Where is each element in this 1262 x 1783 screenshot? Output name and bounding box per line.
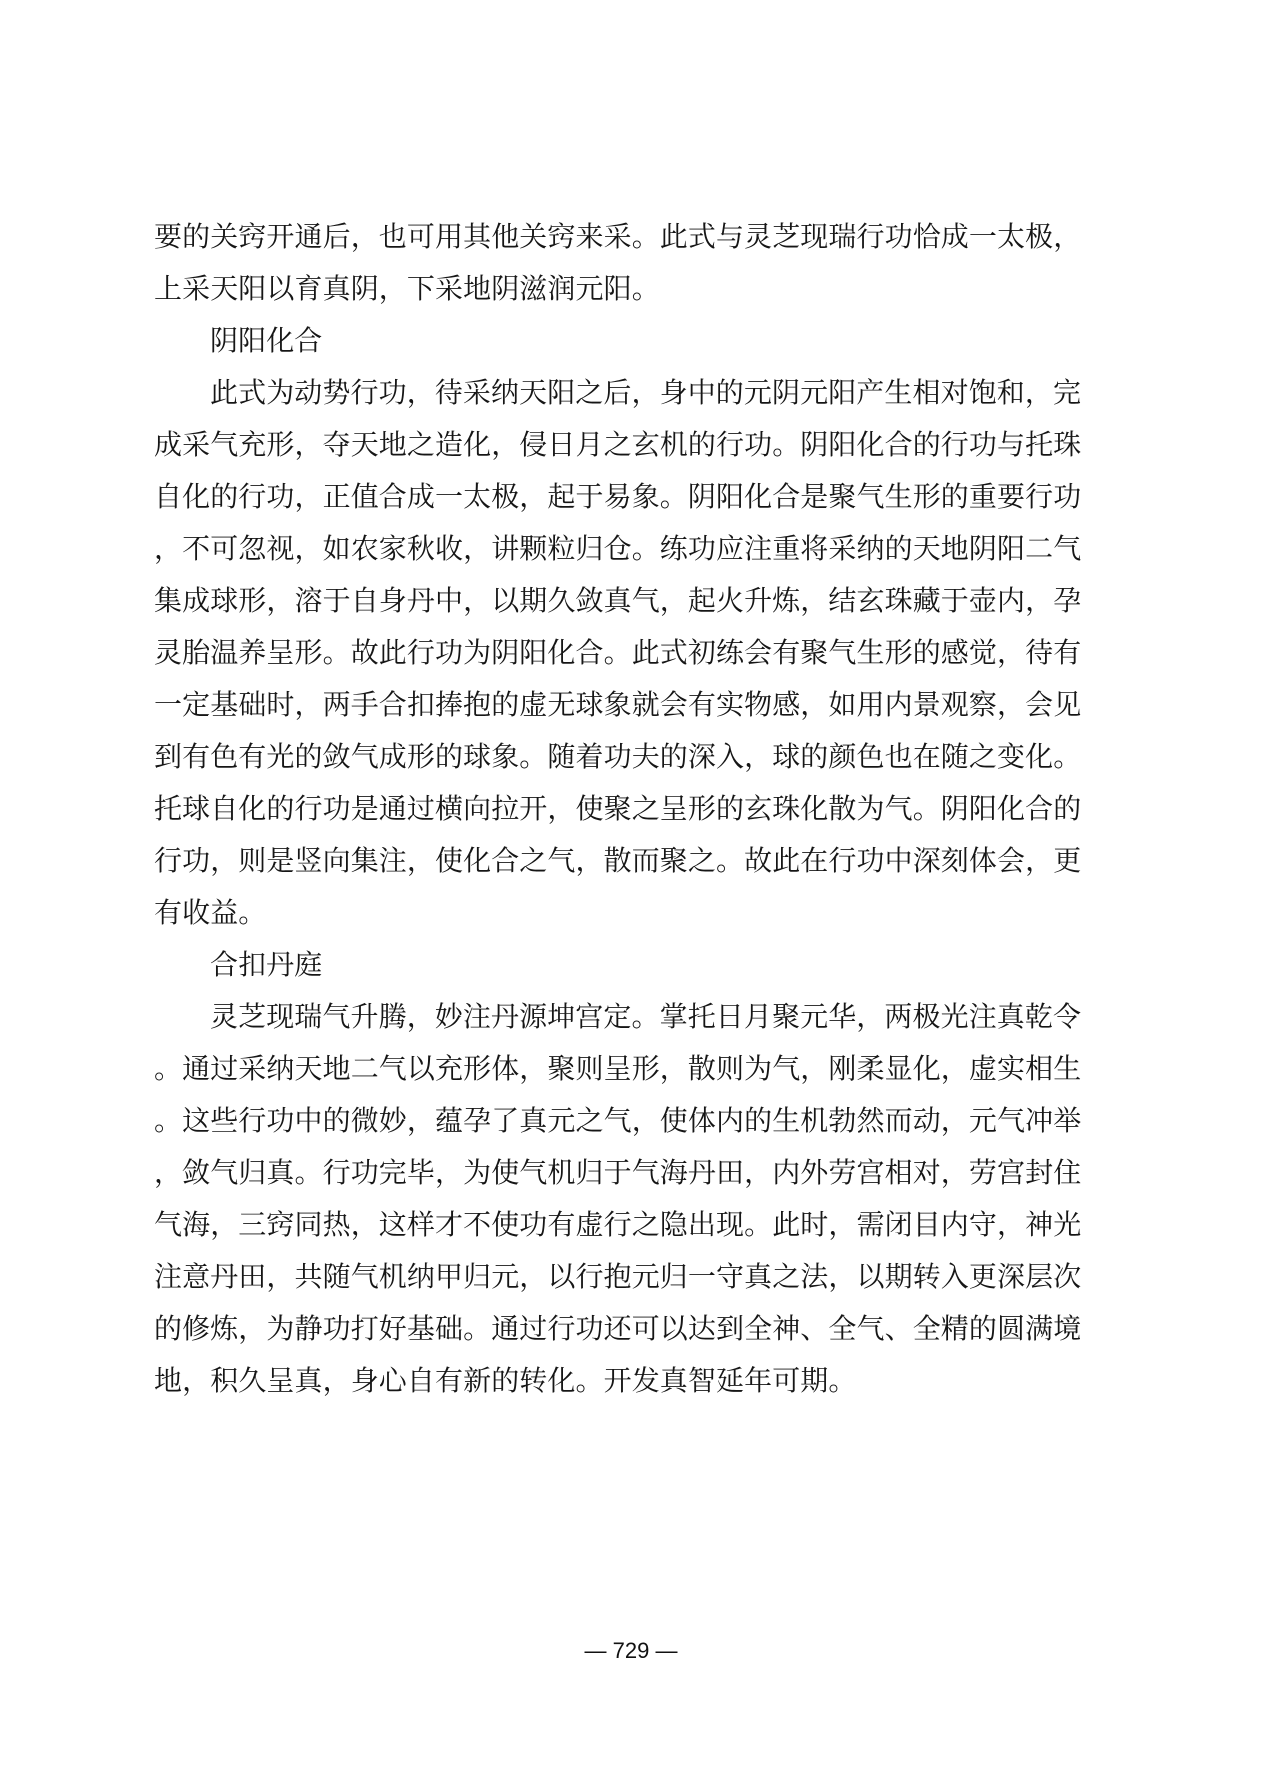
page-text (154, 212, 1086, 1408)
text-line: 的修炼，为静功打好基础。通过行功还可以达到全神、全气、全精的圆满境 (154, 1314, 1082, 1345)
text-line: 自化的行功，正值合成一太极，起于易象。阴阳化合是聚气生形的重要行功 (154, 482, 1082, 513)
section-heading: 合扣丹庭 (210, 950, 323, 981)
text-line: 行功，则是竖向集注，使化合之气，散而聚之。故此在行功中深刻体会，更 (154, 846, 1082, 877)
page-number: — 729 — (584, 1638, 678, 1663)
text-line: 注意丹田，共随气机纳甲归元，以行抱元归一守真之法，以期转入更深层次 (154, 1262, 1082, 1293)
text-line: 地，积久呈真，身心自有新的转化。开发真智延年可期。 (154, 1366, 857, 1397)
text-line: 托球自化的行功是通过横向拉开，使聚之呈形的玄珠化散为气。阴阳化合的 (154, 794, 1082, 825)
text-line: 到有色有光的敛气成形的球象。随着功夫的深入，球的颜色也在随之变化。 (154, 742, 1082, 773)
text-line: 一定基础时，两手合扣捧抱的虚无球象就会有实物感，如用内景观察，会见 (154, 690, 1082, 721)
text-line: 上采天阳以育真阴，下采地阴滋润元阳。 (154, 274, 660, 305)
text-line: 要的关窍开通后，也可用其他关窍来采。此式与灵芝现瑞行功恰成一太极， (154, 222, 1082, 253)
text-line: ，不可忽视，如农家秋收，讲颗粒归仓。练功应注重将采纳的天地阴阳二气 (154, 534, 1082, 565)
section-heading: 阴阳化合 (210, 326, 323, 357)
text-line: ，敛气归真。行功完毕，为使气机归于气海丹田，内外劳宫相对，劳宫封住 (154, 1158, 1082, 1189)
text-line: 有收益。 (154, 898, 267, 929)
text-line: 气海，三窍同热，这样才不使功有虚行之隐出现。此时，需闭目内守，神光 (154, 1210, 1082, 1241)
text-line: 灵胎温养呈形。故此行功为阴阳化合。此式初练会有聚气生形的感觉，待有 (154, 638, 1082, 669)
text-line: 此式为动势行功，待采纳天阳之后，身中的元阴元阳产生相对饱和，完 (210, 378, 1082, 409)
text-line: 集成球形，溶于自身丹中，以期久敛真气，起火升炼，结玄珠藏于壶内，孕 (154, 586, 1082, 617)
text-line: 灵芝现瑞气升腾，妙注丹源坤宫定。掌托日月聚元华，两极光注真乾令 (210, 1002, 1082, 1033)
text-line: 成采气充形，夺天地之造化，侵日月之玄机的行功。阴阳化合的行功与托珠 (154, 430, 1082, 461)
text-line: 。通过采纳天地二气以充形体，聚则呈形，散则为气，刚柔显化，虚实相生 (154, 1054, 1082, 1085)
text-line: 。这些行功中的微妙，蕴孕了真元之气，使体内的生机勃然而动，元气冲举 (154, 1106, 1082, 1137)
